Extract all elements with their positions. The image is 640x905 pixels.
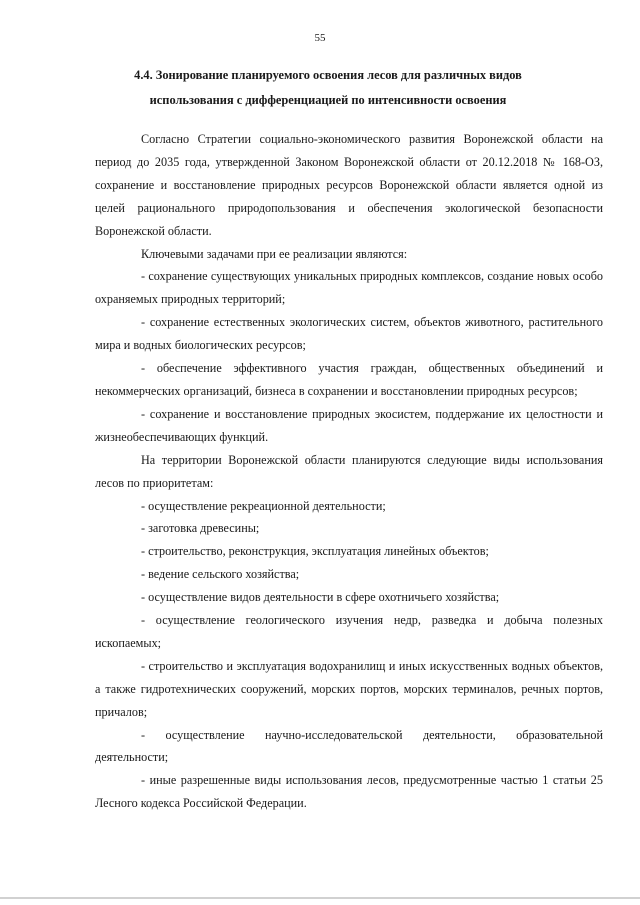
document-body — [95, 128, 603, 815]
paragraph-key-tasks: Ключевыми задачами при ее реализации являются: — [141, 246, 408, 261]
list-item-use: - осуществление видов деятельности в сфере охотничьего хозяйства; — [141, 590, 500, 605]
list-item-use: - осуществление геологического изучения недр, разведка и добыча полезных ископаемых; — [95, 613, 603, 650]
list-item-task: - сохранение существующих уникальных природных комплексов, создание новых особо охраняемых природных территорий; — [95, 269, 603, 307]
list-item-task: - сохранение естественных экологических систем, объектов животного, растительного мира и водных биологических ресурсов; — [95, 315, 603, 353]
list-item-use: - строительство и эксплуатация водохранилищ и иных искусственных водных объектов, а также гидротехнических сооружений, морских портов, морских терминалов, речных портов, причалов; — [95, 658, 603, 719]
list-item-task: - сохранение и восстановление природных экосистем, поддержание их целостности и жизнеобеспечивающих функций. — [95, 406, 603, 444]
list-item-use: - ведение сельского хозяйства; — [141, 567, 300, 582]
list-item-use: - осуществление рекреационной деятельности; — [141, 498, 386, 513]
page-number: 55 — [314, 32, 326, 44]
list-item-use: - строительство, реконструкция, эксплуатация линейных объектов; — [141, 544, 489, 559]
paragraph-strategy: Согласно Стратегии социально-экономического развития Воронежской области на период до 2035 года, утвержденной Законом Воронежской области от 20.12.2018 № 168-ОЗ, сохранение и восстановление природных ресурсов Воронежской области является одной из целей рационального природопользования и обеспечения экологической безопасности Воронежской области. — [95, 132, 603, 238]
paragraph-forest-uses: На территории Воронежской области планируются следующие виды использования лесов по приоритетам: — [95, 452, 603, 490]
list-item-task: - обеспечение эффективного участия граждан, общественных объединений и некоммерческих организаций, бизнеса в сохранении и восстановлении природных ресурсов; — [95, 361, 603, 398]
section-heading: 4.4. Зонирование планируемого освоения лесов для различных видов использования с дифференциацией по интенсивности освоения — [134, 68, 522, 107]
list-item-use: - заготовка древесины; — [141, 521, 260, 536]
list-item-use: - иные разрешенные виды использования лесов, предусмотренные частью 1 статьи 25 Лесного кодекса Российской Федерации. — [95, 773, 603, 811]
list-item-use: - осуществление научно-исследовательской деятельности, образовательной деятельности; — [95, 727, 603, 765]
scan-edge-divider — [0, 897, 640, 899]
